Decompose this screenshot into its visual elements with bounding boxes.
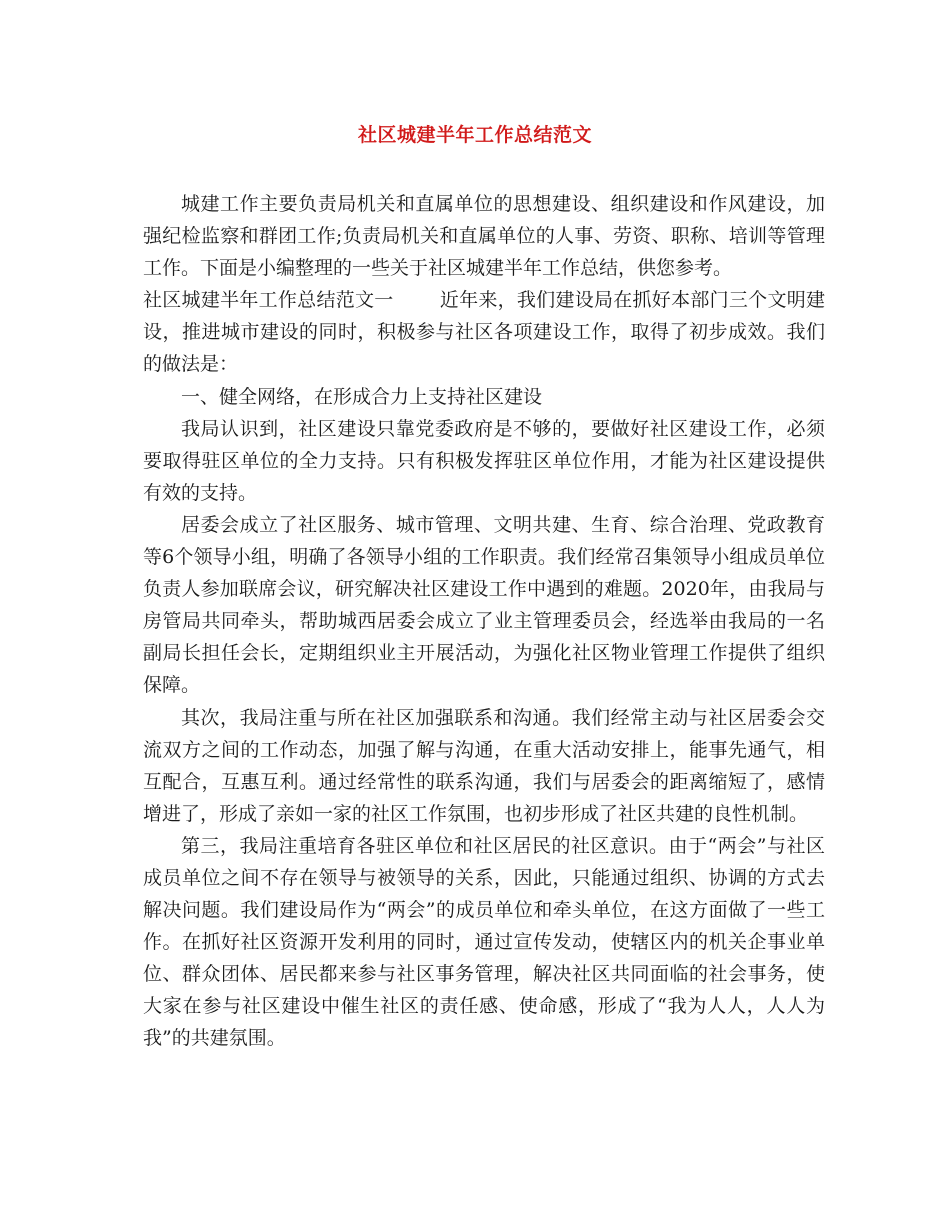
section-one-label: 社区城建半年工作总结范文一 [143,289,394,312]
paragraph-3: 其次，我局注重与所在社区加强联系和沟通。我们经常主动与社区居委会交流双方之间的工作动态，加强了解与沟通，在重大活动安排上，能事先通气，相互配合，互惠互利。通过经常性的联系沟通，我们与居委会的距离缩短了，感情增进了，形成了亲如一家的社区工作氛围，也初步形成了社区共建的良性机制。 [143,706,825,825]
paragraph-4: 第三，我局注重培育各驻区单位和社区居民的社区意识。由于“两会”与社区成员单位之间不存在领导与被领导的关系，因此，只能通过组织、协调的方式去解决问题。我们建设局作为“两会”的成员单位和牵头单位，在这方面做了一些工作。在抓好社区资源开发利用的同时，通过宣传发动，使辖区内的机关企事业单位、群众团体、居民都来参与社区事务管理，解决社区共同面临的社会事务，使大家在参与社区建设中催生社区的责任感、使命感，形成了“我为人人，人人为我”的共建氛围。 [143,834,825,1050]
document-title: 社区城建半年工作总结范文 [357,124,592,146]
section-one-paragraph [143,284,825,380]
document-body [143,188,825,1055]
section-one-text: 近年来，我们建设局在抓好本部门三个文明建设，推进城市建设的同时，积极参与社区各项建设工作，取得了初步成效。我们的做法是： [143,289,825,376]
heading-one: 一、健全网络，在形成合力上支持社区建设 [181,385,543,408]
paragraph-2: 居委会成立了社区服务、城市管理、文明共建、生育、综合治理、党政教育等6个领导小组，明确了各领导小组的工作职责。我们经常召集领导小组成员单位负责人参加联席会议，研究解决社区建设工作中遇到的难题。2020年，由我局与房管局共同牵头，帮助城西居委会成立了业主管理委员会，经选举由我局的一名副局长担任会长，定期组织业主开展活动，为强化社区物业管理工作提供了组织保障。 [143,513,825,697]
intro-paragraph: 城建工作主要负责局机关和直属单位的思想建设、组织建设和作风建设，加强纪检监察和群团工作;负责局机关和直属单位的人事、劳资、职称、培训等管理工作。下面是小编整理的一些关于社区城建半年工作总结，供您参考。 [143,193,825,280]
paragraph-1: 我局认识到，社区建设只靠党委政府是不够的，要做好社区建设工作，必须要取得驻区单位的全力支持。只有积极发挥驻区单位作用，才能为社区建设提供有效的支持。 [143,417,825,504]
